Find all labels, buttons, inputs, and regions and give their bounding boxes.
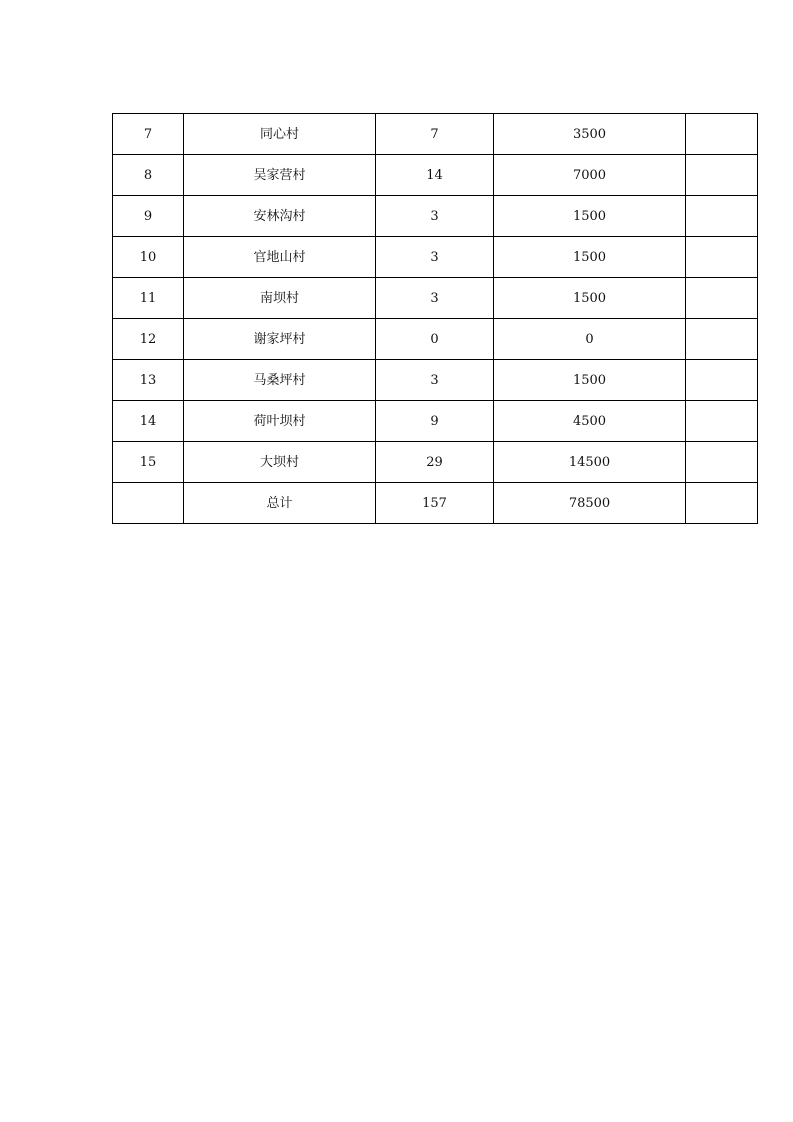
village-name-cell: 同心村 xyxy=(184,114,376,155)
row-number-cell: 7 xyxy=(113,114,184,155)
note-cell xyxy=(686,319,758,360)
total-label-cell: 总计 xyxy=(184,483,376,524)
count-cell: 9 xyxy=(376,401,494,442)
amount-cell: 1500 xyxy=(494,360,686,401)
amount-cell: 3500 xyxy=(494,114,686,155)
amount-cell: 7000 xyxy=(494,155,686,196)
row-number-cell: 15 xyxy=(113,442,184,483)
total-amount-cell: 78500 xyxy=(494,483,686,524)
note-cell xyxy=(686,360,758,401)
total-count-cell: 157 xyxy=(376,483,494,524)
amount-cell: 4500 xyxy=(494,401,686,442)
table-row xyxy=(113,196,758,237)
count-cell: 14 xyxy=(376,155,494,196)
row-number-cell: 8 xyxy=(113,155,184,196)
total-note-cell xyxy=(686,483,758,524)
note-cell xyxy=(686,278,758,319)
count-cell: 0 xyxy=(376,319,494,360)
total-number-cell xyxy=(113,483,184,524)
count-cell: 3 xyxy=(376,237,494,278)
village-name-cell: 官地山村 xyxy=(184,237,376,278)
village-name-cell: 安林沟村 xyxy=(184,196,376,237)
table-row xyxy=(113,319,758,360)
count-cell: 3 xyxy=(376,278,494,319)
row-number-cell: 11 xyxy=(113,278,184,319)
count-cell: 3 xyxy=(376,360,494,401)
amount-cell: 0 xyxy=(494,319,686,360)
table-row xyxy=(113,360,758,401)
note-cell xyxy=(686,401,758,442)
row-number-cell: 13 xyxy=(113,360,184,401)
table-row xyxy=(113,155,758,196)
count-cell: 7 xyxy=(376,114,494,155)
village-subsidy-table xyxy=(112,113,758,524)
row-number-cell: 14 xyxy=(113,401,184,442)
row-number-cell: 10 xyxy=(113,237,184,278)
note-cell xyxy=(686,196,758,237)
table-row xyxy=(113,114,758,155)
village-name-cell: 吴家营村 xyxy=(184,155,376,196)
table-row xyxy=(113,442,758,483)
amount-cell: 1500 xyxy=(494,278,686,319)
village-name-cell: 马桑坪村 xyxy=(184,360,376,401)
amount-cell: 1500 xyxy=(494,237,686,278)
table-row xyxy=(113,401,758,442)
amount-cell: 14500 xyxy=(494,442,686,483)
note-cell xyxy=(686,442,758,483)
note-cell xyxy=(686,114,758,155)
count-cell: 29 xyxy=(376,442,494,483)
village-name-cell: 大坝村 xyxy=(184,442,376,483)
total-row xyxy=(113,483,758,524)
village-name-cell: 谢家坪村 xyxy=(184,319,376,360)
note-cell xyxy=(686,237,758,278)
village-name-cell: 荷叶坝村 xyxy=(184,401,376,442)
table-row xyxy=(113,237,758,278)
row-number-cell: 9 xyxy=(113,196,184,237)
row-number-cell: 12 xyxy=(113,319,184,360)
note-cell xyxy=(686,155,758,196)
village-name-cell: 南坝村 xyxy=(184,278,376,319)
table-row xyxy=(113,278,758,319)
amount-cell: 1500 xyxy=(494,196,686,237)
count-cell: 3 xyxy=(376,196,494,237)
